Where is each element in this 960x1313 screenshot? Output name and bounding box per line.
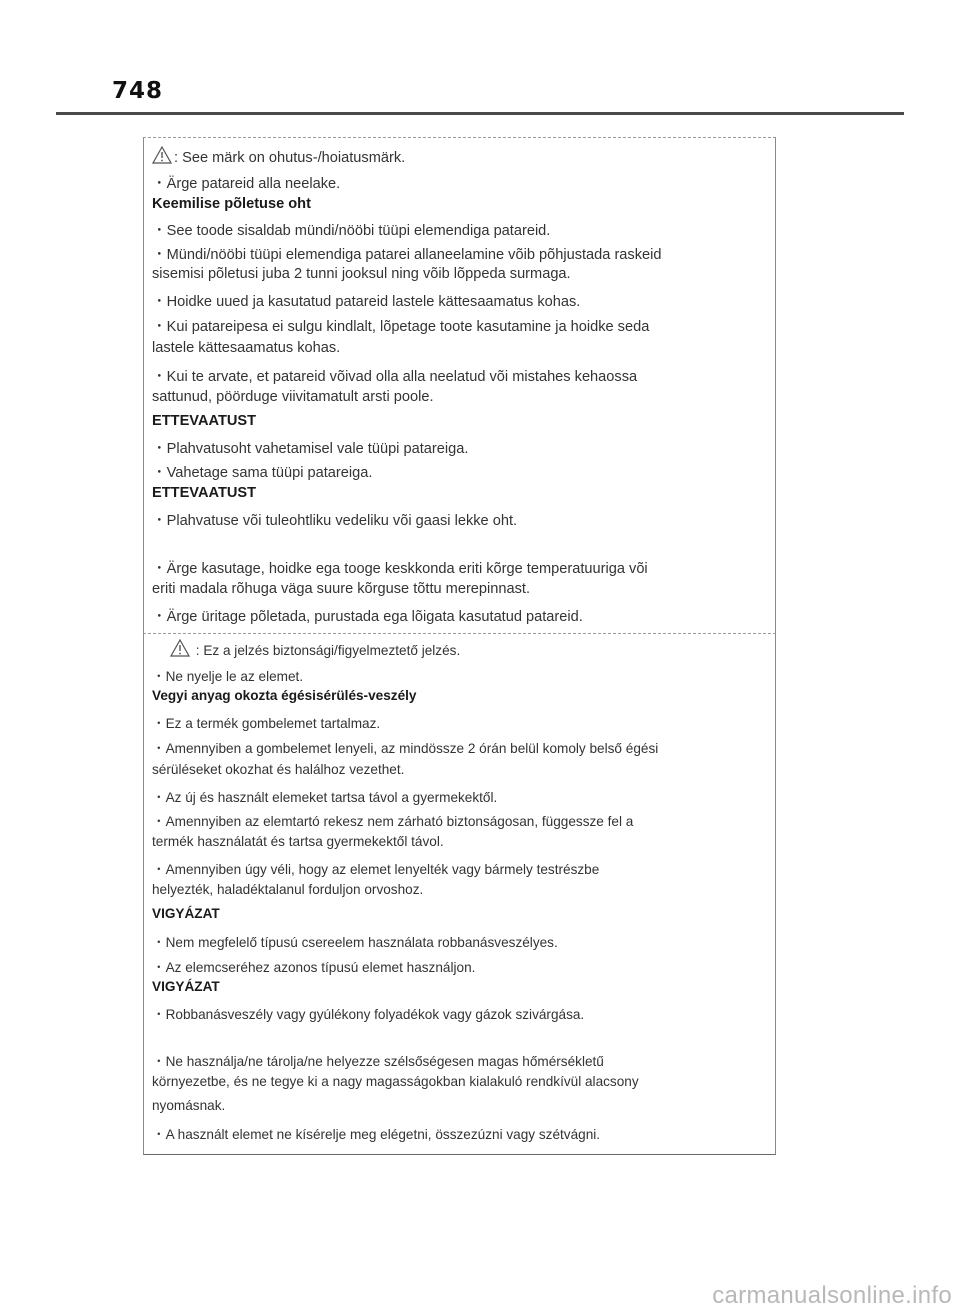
hungarian-caution-heading: VIGYÁZAT — [152, 979, 220, 994]
hungarian-line: ・Amennyiben a gombelemet lenyeli, az mindössze 2 órán belül komoly belső égési — [152, 741, 659, 756]
estonian-line: ・Kui te arvate, et patareid võivad olla alla neelatud või mistahes kehaossa — [152, 369, 638, 385]
hungarian-line: ・Az új és használt elemeket tartsa távol a gyermekektől. — [152, 790, 498, 805]
estonian-symbol-line — [152, 146, 405, 166]
estonian-line: ・Mündi/nööbi tüüpi elemendiga patarei allaneelamine võib põhjustada raskeid — [152, 247, 662, 263]
estonian-line: lastele kättesaamatus kohas. — [152, 340, 341, 356]
hungarian-line: helyezték, haladéktalanul forduljon orvoshoz. — [152, 882, 424, 897]
estonian-line: ・Plahvatusoht vahetamisel vale tüüpi patareiga. — [152, 441, 469, 457]
hungarian-line: sérüléseket okozhat és halálhoz vezethet. — [152, 762, 405, 777]
hungarian-line: termék használatát és tartsa gyermekektől távol. — [152, 834, 444, 849]
hungarian-heading: Vegyi anyag okozta égésisérülés-veszély — [152, 688, 417, 703]
hungarian-line: környezetbe, és ne tegye ki a nagy magasságokban kialakuló rendkívül alacsony — [152, 1074, 639, 1089]
estonian-caution-heading: ETTEVAATUST — [152, 413, 257, 429]
hungarian-line: ・A használt elemet ne kísérelje meg elégetni, összezúzni vagy szétvágni. — [152, 1127, 601, 1142]
warning-triangle-icon — [170, 639, 190, 657]
estonian-line: ・Kui patareipesa ei sulgu kindlalt, lõpetage toote kasutamine ja hoidke seda — [152, 319, 650, 335]
hungarian-line: ・Amennyiben az elemtartó rekesz nem zárható biztonságosan, függessze fel a — [152, 814, 634, 829]
hungarian-line: ・Nem megfelelő típusú csereelem használata robbanásveszélyes. — [152, 935, 558, 950]
estonian-line: sattunud, pöörduge viivitamatult arsti poole. — [152, 389, 434, 405]
hungarian-line: ・Amennyiben úgy véli, hogy az elemet lenyelték vagy bármely testrészbe — [152, 862, 600, 877]
hungarian-line: ・Ne használja/ne tárolja/ne helyezze szélsőségesen magas hőmérsékletű — [152, 1054, 604, 1069]
estonian-line: ・Hoidke uued ja kasutatud patareid lastele kättesaamatus kohas. — [152, 294, 581, 310]
watermark: carmanualsonline.info — [712, 1282, 952, 1309]
hungarian-line: ・Ne nyelje le az elemet. — [152, 669, 304, 684]
hungarian-line: ・Robbanásveszély vagy gyúlékony folyadékok vagy gázok szivárgása. — [152, 1007, 585, 1022]
hungarian-symbol-text: : Ez a jelzés biztonsági/figyelmeztető jelzés. — [195, 643, 461, 658]
estonian-line: eriti madala rõhuga väga suure kõrguse tõttu merepinnast. — [152, 581, 531, 597]
estonian-symbol-text: : See märk on ohutus-/hoiatusmärk. — [174, 150, 406, 166]
hungarian-line: ・Ez a termék gombelemet tartalmaz. — [152, 716, 381, 731]
page-number: 748 — [112, 78, 164, 104]
warning-triangle-icon — [152, 146, 172, 164]
hungarian-line: nyomásnak. — [152, 1098, 226, 1113]
header-divider — [56, 112, 904, 115]
estonian-line: sisemisi põletusi juba 2 tunni jooksul ning võib lõppeda surmaga. — [152, 266, 571, 282]
estonian-line: ・Plahvatuse või tuleohtliku vedeliku või gaasi lekke oht. — [152, 513, 518, 529]
estonian-line: ・Vahetage sama tüüpi patareiga. — [152, 465, 373, 481]
estonian-line: ・Ärge patareid alla neelake. — [152, 176, 341, 192]
estonian-line: ・See toode sisaldab mündi/nööbi tüüpi elemendiga patareid. — [152, 223, 551, 239]
estonian-line: ・Ärge üritage põletada, purustada ega lõigata kasutatud patareid. — [152, 609, 583, 625]
hungarian-symbol-line — [170, 639, 460, 658]
estonian-line: ・Ärge kasutage, hoidke ega tooge keskkonda eriti kõrge temperatuuriga või — [152, 561, 648, 577]
hungarian-line: ・Az elemcseréhez azonos típusú elemet használjon. — [152, 960, 476, 975]
hungarian-caution-heading: VIGYÁZAT — [152, 906, 220, 921]
estonian-caution-heading: ETTEVAATUST — [152, 485, 257, 501]
estonian-heading: Keemilise põletuse oht — [152, 196, 311, 212]
